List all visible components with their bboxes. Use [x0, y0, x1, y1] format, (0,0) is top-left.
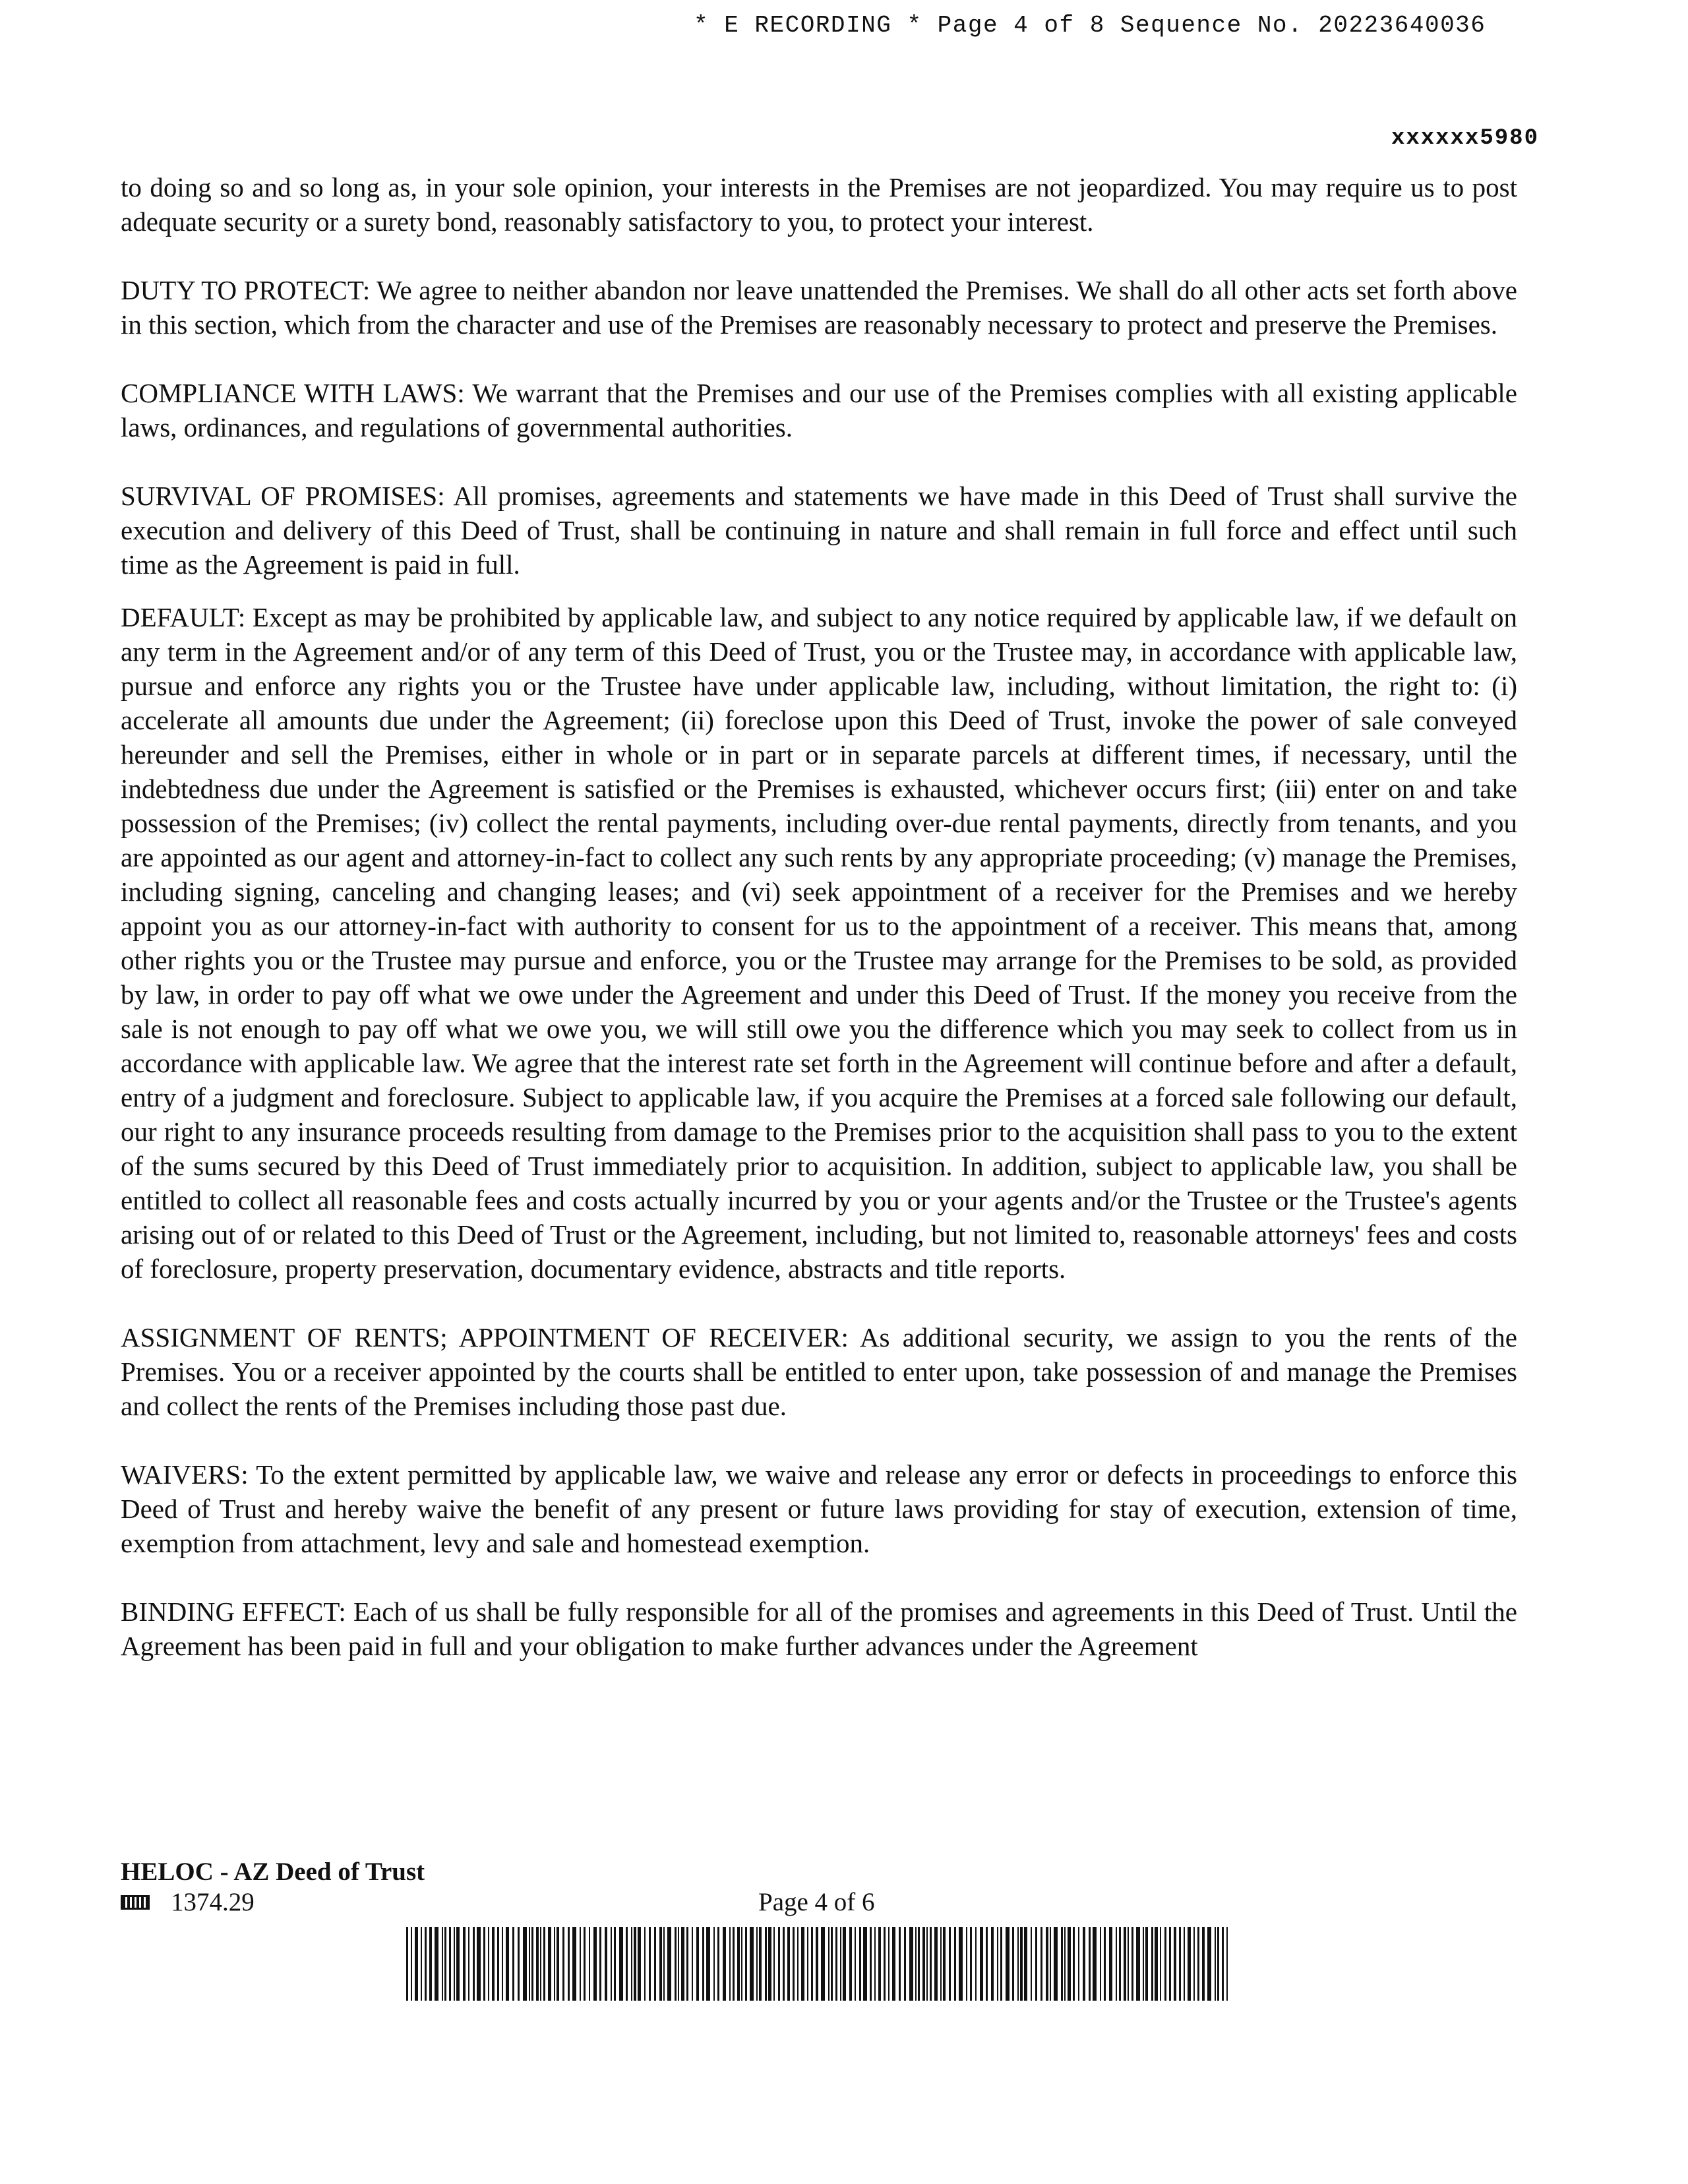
paragraph-survival-of-promises: SURVIVAL OF PROMISES: All promises, agreements and statements we have made in this Deed of Trust shall survive the execution and delivery of this Deed of Trust, shall be continuing in nature and shall remain in full force and effect until such time as the Agreement is paid in full.	[121, 481, 1517, 580]
barcode-icon	[406, 1927, 1237, 2001]
page-number: Page 4 of 6	[758, 1888, 875, 1916]
form-logo-icon	[121, 1895, 150, 1910]
document-body	[121, 170, 1517, 1697]
account-number: xxxxxx5980	[1391, 126, 1539, 151]
recording-header: * E RECORDING * Page 4 of 8 Sequence No. 20223640036	[694, 12, 1486, 39]
paragraph-duty-to-protect: DUTY TO PROTECT: We agree to neither abandon nor leave unattended the Premises. We shall do all other acts set forth above in this section, which from the character and use of the Premises are reasonably necessary to protect and preserve the Premises.	[121, 275, 1517, 340]
paragraph-waivers: WAIVERS: To the extent permitted by applicable law, we waive and release any error or defects in proceedings to enforce this Deed of Trust and hereby waive the benefit of any present or future laws providing for stay of execution, extension of time, exemption from attachment, levy and sale and homestead exemption.	[121, 1459, 1517, 1558]
paragraph-continuation: to doing so and so long as, in your sole opinion, your interests in the Premises are not jeopardized. You may require us to post adequate security or a surety bond, reasonably satisfactory to you, to protect your interest.	[121, 172, 1517, 237]
paragraph-default: DEFAULT: Except as may be prohibited by applicable law, and subject to any notice required by applicable law, if we default on any term in the Agreement and/or of any term of this Deed of Trust, you or the Trustee may, in accordance with applicable law, pursue and enforce any rights you or the Trustee have under applicable law, including, without limitation, the right to: (i) accelerate all amounts due under the Agreement; (ii) foreclose upon this Deed of Trust, invoke the power of sale conveyed hereunder and sell the Premises, either in whole or in part or in separate parcels at different times, if necessary, until the indebtedness due under the Agreement is satisfied or the Premises is exhausted, whichever occurs first; (iii) enter on and take possession of the Premises; (iv) collect the rental payments, including over-due rental payments, directly from tenants, and you are appointed as our agent and attorney-in-fact to collect any such rents by any appropriate proceeding; (v) manage the Premises, including signing, canceling and changing leases; and (vi) seek appointment of a receiver for the Premises and we hereby appoint you as our attorney-in-fact with authority to consent for us to the appointment of a receiver. This means that, among other rights you or the Trustee may pursue and enforce, you or the Trustee may arrange for the Premises to be sold, as provided by law, in order to pay off what we owe under the Agreement and under this Deed of Trust. If the money you receive from the sale is not enough to pay off what we owe you, we will still owe you the difference which you may seek to collect from us in accordance with applicable law. We agree that the interest rate set forth in the Agreement will continue before and after a default, entry of a judgment and foreclosure. Subject to applicable law, if you acquire the Premises at a forced sale following our default, our right to any insurance proceeds resulting from damage to the Premises prior to the acquisition shall pass to you to the extent of the sums secured by this Deed of Trust immediately prior to acquisition. In addition, subject to applicable law, you shall be entitled to collect all reasonable fees and costs actually incurred by you or your agents and/or the Trustee or the Trustee's agents arising out of or related to this Deed of Trust or the Agreement, including, but not limited to, reasonable attorneys' fees and costs of foreclosure, property preservation, documentary evidence, abstracts and title reports.	[121, 602, 1517, 1284]
form-number-row	[121, 1887, 255, 1918]
paragraph-binding-effect: BINDING EFFECT: Each of us shall be fully responsible for all of the promises and agreements in this Deed of Trust. Until the Agreement has been paid in full and your obligation to make further advances under the Agreement	[121, 1596, 1517, 1661]
paragraph-assignment-of-rents: ASSIGNMENT OF RENTS; APPOINTMENT OF RECEIVER: As additional security, we assign to you the rents of the Premises. You or a receiver appointed by the courts shall be entitled to enter upon, take possession of and manage the Premises and collect the rents of the Premises including those past due.	[121, 1322, 1517, 1421]
form-number: 1374.29	[171, 1888, 255, 1916]
form-title: HELOC - AZ Deed of Trust	[121, 1858, 425, 1886]
paragraph-compliance-with-laws: COMPLIANCE WITH LAWS: We warrant that the Premises and our use of the Premises complies with all existing applicable laws, ordinances, and regulations of governmental authorities.	[121, 378, 1517, 442]
